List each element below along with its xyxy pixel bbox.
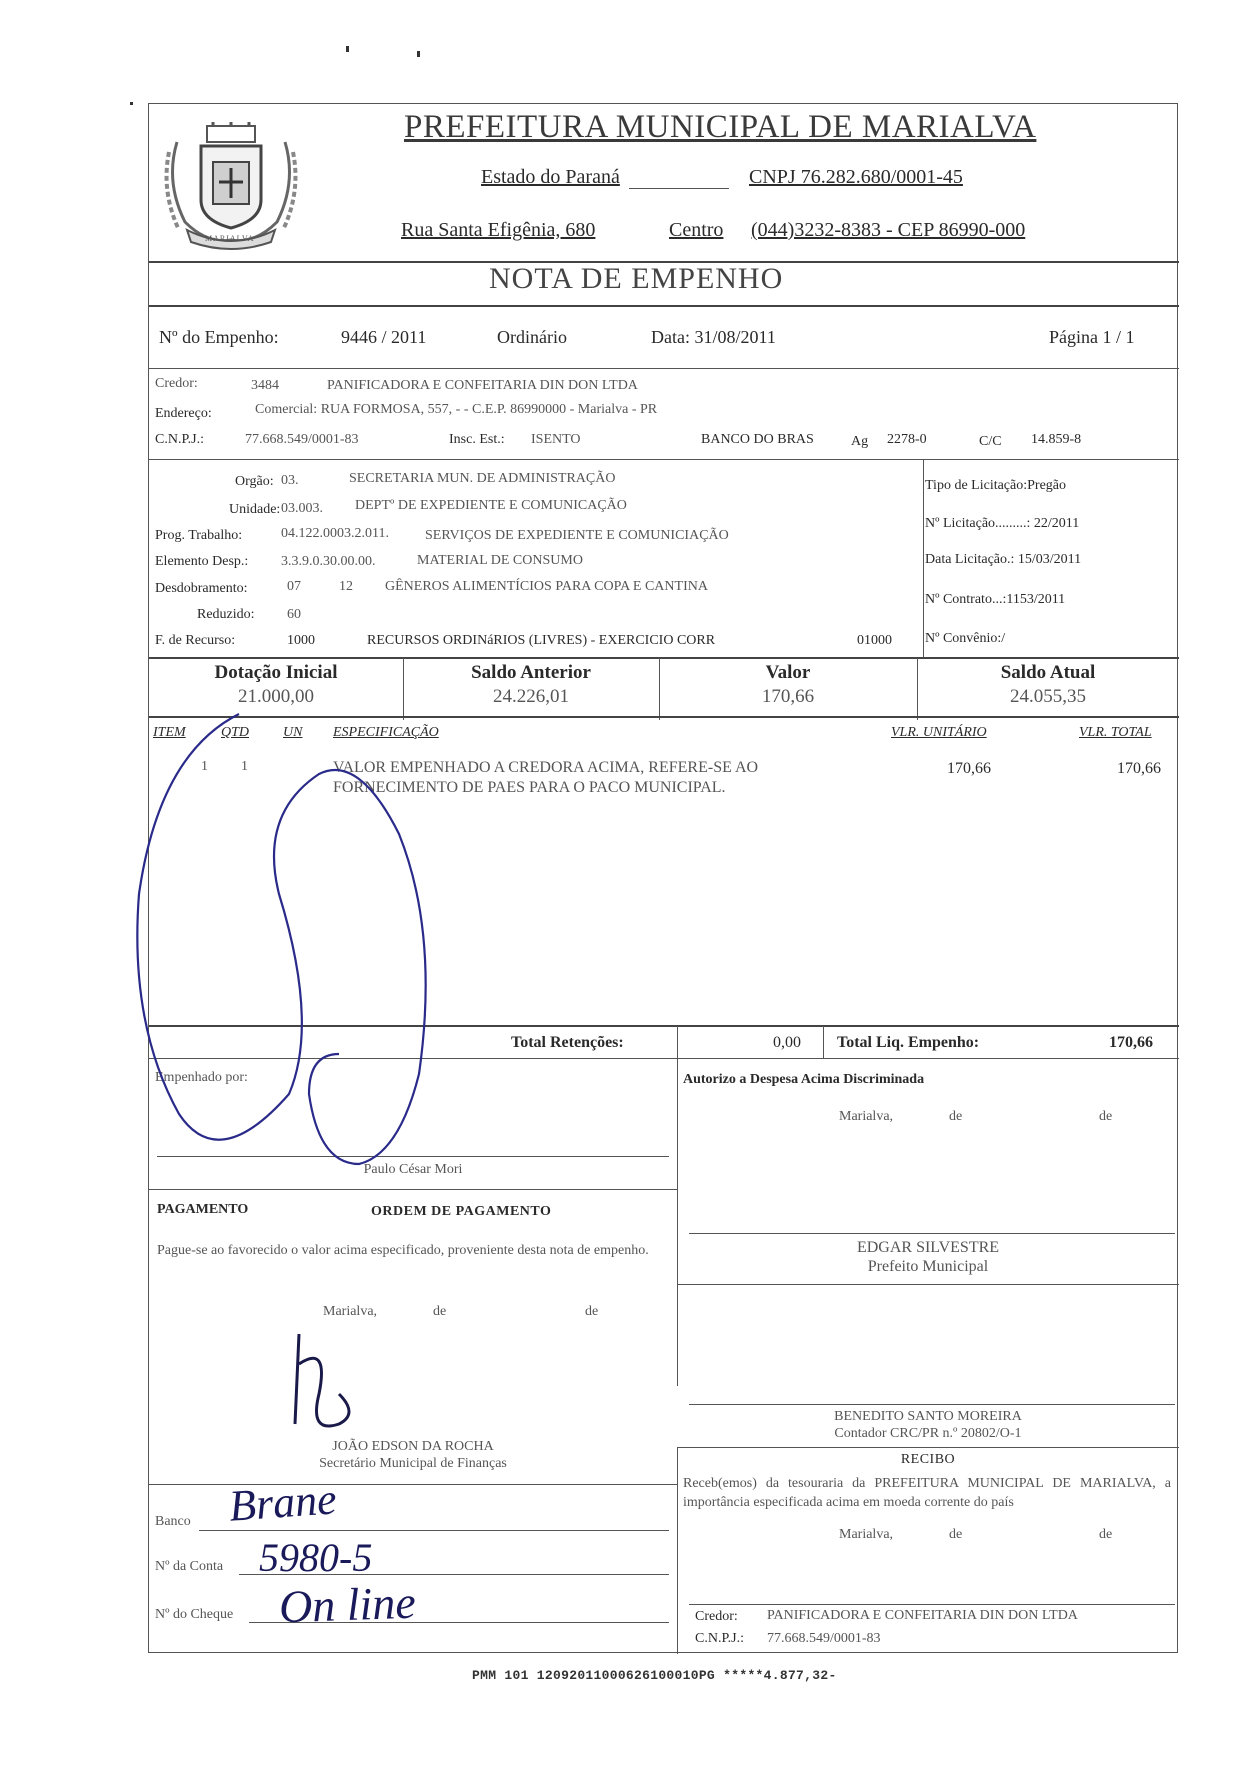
credor-name: PANIFICADORA E CONFEITARIA DIN DON LTDA	[327, 378, 638, 393]
item-spec-line2: FORNECIMENTO DE PAES PARA O PACO MUNICIPAL.	[333, 779, 726, 796]
col-espec: ESPECIFICAÇÃO	[333, 725, 439, 740]
divider	[149, 459, 1179, 460]
empenhado-label: Empenhado por:	[155, 1070, 248, 1085]
secretario-name: JOÃO EDSON DA ROCHA	[332, 1439, 494, 1454]
doc-title: NOTA DE EMPENHO	[489, 262, 784, 295]
endereco-value: Comercial: RUA FORMOSA, 557, - - C.E.P. 86990000 - Marialva - PR	[255, 402, 658, 417]
desdob-b: 12	[339, 579, 353, 594]
orgao-label: Orgão:	[235, 474, 274, 489]
desdob-a: 07	[287, 579, 301, 594]
col-vlr-total: VLR. TOTAL	[1079, 725, 1152, 740]
banco-value: BANCO DO BRAS	[701, 432, 814, 447]
divider	[677, 1026, 678, 1386]
endereco-label: Endereço:	[155, 406, 212, 421]
item-number: 1	[201, 759, 208, 774]
pagamento-text: Pague-se ao favorecido o valor acima especificado, proveniente desta nota de empenho.	[157, 1243, 649, 1258]
elemento-code: 3.3.9.0.30.00.00.	[281, 554, 376, 569]
pagamento-label: PAGAMENTO	[157, 1202, 249, 1217]
insc-value: ISENTO	[531, 432, 581, 447]
page-number: Página 1 / 1	[1049, 327, 1135, 347]
total-liq-label: Total Liq. Empenho:	[837, 1034, 980, 1051]
elemento-label: Elemento Desp.:	[155, 554, 249, 569]
recibo-cnpj-label: C.N.P.J.:	[695, 1631, 745, 1646]
state-name: Estado do Paraná	[481, 166, 620, 188]
divider	[823, 1026, 824, 1058]
elemento-name: MATERIAL DE CONSUMO	[417, 553, 583, 568]
prefeito-role: Prefeito Municipal	[867, 1258, 989, 1275]
prog-code: 04.122.0003.2.011.	[281, 526, 389, 541]
scan-mark	[346, 46, 349, 52]
empenho-label: Nº do Empenho:	[159, 327, 279, 347]
banco-handwriting: Brane	[227, 1474, 339, 1531]
banco-label: Banco	[155, 1514, 191, 1529]
recibo-label: RECIBO	[900, 1452, 956, 1467]
saldo-anterior-value: 24.226,01	[493, 686, 569, 707]
dotacao-inicial-value: 21.000,00	[238, 686, 314, 707]
conta-label: Nº da Conta	[155, 1559, 224, 1574]
prog-label: Prog. Trabalho:	[155, 528, 243, 543]
nota-empenho-form	[148, 103, 1178, 1653]
autorizo-de2: de	[1099, 1109, 1113, 1124]
coat-of-arms	[157, 122, 305, 254]
recibo-place: Marialva,	[839, 1527, 894, 1542]
footer-code: PMM 101 12092011000626100010PG *****4.877,32-	[472, 1668, 837, 1683]
cheque-handwriting: On line	[278, 1576, 417, 1633]
secretario-signature	[269, 1324, 389, 1444]
conta-handwriting: 5980-5	[259, 1535, 373, 1580]
secretario-role: Secretário Municipal de Finanças	[319, 1456, 507, 1471]
col-item: ITEM	[153, 725, 186, 740]
prefeitura-cnpj: CNPJ 76.282.680/0001-45	[749, 166, 963, 188]
pagamento-de2: de	[585, 1304, 599, 1319]
pagamento-place: Marialva,	[323, 1304, 378, 1319]
total-retencoes-label: Total Retenções:	[511, 1034, 624, 1051]
col-vlr-unitario: VLR. UNITÁRIO	[891, 725, 987, 740]
saldo-atual-value: 24.055,35	[1010, 686, 1086, 707]
state-underline-gap	[629, 188, 729, 189]
signature-stroke	[137, 714, 425, 1164]
prefeitura-district: Centro	[669, 219, 724, 241]
prefeitura-phone: (044)3232-8383 - CEP 86990-000	[751, 219, 1026, 241]
divider	[677, 1284, 1179, 1285]
saldo-anterior-label: Saldo Anterior	[471, 662, 591, 683]
scan-mark	[130, 102, 133, 105]
saldo-atual-label: Saldo Atual	[1000, 662, 1096, 683]
recurso-label: F. de Recurso:	[155, 633, 236, 648]
contador-role: Contador CRC/PR n.º 20802/O-1	[834, 1426, 1022, 1441]
signature-line	[689, 1404, 1175, 1405]
credor-label: Credor:	[155, 376, 198, 391]
empenho-signature	[119, 694, 479, 1194]
valor-label: Valor	[765, 662, 811, 683]
orgao-code: 03.	[281, 473, 299, 488]
page-title: PREFEITURA MUNICIPAL DE MARIALVA	[404, 109, 1037, 145]
item-unit-value: 170,66	[947, 760, 991, 777]
ag-value: 2278-0	[887, 432, 927, 447]
dotacao-inicial-label: Dotação Inicial	[214, 662, 338, 683]
recibo-text: Receb(emos) da tesouraria da PREFEITURA MUNICIPAL DE MARIALVA, a importância especificada acima em moeda corrente do país	[683, 1476, 1171, 1510]
recibo-credor-label: Credor:	[695, 1609, 738, 1624]
credor-code: 3484	[251, 378, 279, 393]
autorizo-de1: de	[949, 1109, 963, 1124]
reduzido-value: 60	[287, 607, 301, 622]
empenhado-name: Paulo César Mori	[363, 1162, 463, 1177]
empenho-number: 9446 / 2011	[341, 327, 427, 347]
coat-of-arms-text: MARIALVA	[205, 234, 255, 243]
desdob-label: Desdobramento:	[155, 581, 248, 596]
cc-label: C/C	[979, 434, 1002, 449]
recibo-credor-name: PANIFICADORA E CONFEITARIA DIN DON LTDA	[767, 1608, 1078, 1623]
col-qtd: QTD	[221, 725, 250, 740]
desdob-name: GÊNEROS ALIMENTÍCIOS PARA COPA E CANTINA	[385, 579, 708, 594]
recurso-code: 1000	[287, 633, 315, 648]
divider	[923, 459, 924, 659]
recibo-de1: de	[949, 1527, 963, 1542]
ordem-pagamento-label: ORDEM DE PAGAMENTO	[371, 1204, 552, 1219]
item-spec-line1: VALOR EMPENHADO A CREDORA ACIMA, REFERE-SE AO	[333, 759, 759, 776]
cnpj-value: 77.668.549/0001-83	[245, 432, 359, 447]
recurso-name: RECURSOS ORDINáRIOS (LIVRES) - EXERCICIO CORR	[367, 633, 716, 648]
cheque-label: Nº do Cheque	[155, 1607, 234, 1622]
autorizo-place: Marialva,	[839, 1109, 894, 1124]
cnpj-label: C.N.P.J.:	[155, 432, 205, 447]
orgao-name: SECRETARIA MUN. DE ADMINISTRAÇÃO	[349, 471, 616, 486]
num-licitacao: Nº Licitação.........: 22/2011	[925, 516, 1080, 531]
divider	[677, 1447, 678, 1654]
ag-label: Ag	[851, 434, 869, 449]
divider	[149, 657, 1179, 659]
unidade-code: 03.003.	[281, 501, 323, 516]
empenho-date: Data: 31/08/2011	[651, 327, 776, 347]
cc-value: 14.859-8	[1031, 432, 1082, 447]
total-liq-value: 170,66	[1109, 1034, 1153, 1051]
divider	[149, 305, 1179, 307]
insc-label: Insc. Est.:	[449, 432, 505, 447]
autorizo-label: Autorizo a Despesa Acima Discriminada	[683, 1072, 925, 1087]
divider	[677, 1447, 1179, 1448]
total-retencoes-value: 0,00	[773, 1034, 801, 1051]
recurso-num: 01000	[857, 633, 892, 648]
signature-line	[689, 1604, 1175, 1605]
num-contrato: Nº Contrato...:1153/2011	[925, 592, 1066, 607]
unidade-name: DEPTº DE EXPEDIENTE E COMUNICAÇÃO	[355, 498, 627, 513]
divider	[149, 368, 1179, 369]
reduzido-label: Reduzido:	[197, 607, 255, 622]
signature-line	[689, 1233, 1175, 1234]
signature-stroke	[295, 1334, 349, 1426]
num-convenio: Nº Convênio:/	[925, 631, 1006, 646]
scan-mark	[417, 51, 420, 57]
banco-field-line	[199, 1530, 669, 1531]
empenho-type: Ordinário	[497, 327, 567, 347]
valor-value: 170,66	[761, 686, 815, 707]
pagamento-de1: de	[433, 1304, 447, 1319]
prog-name: SERVIÇOS DE EXPEDIENTE E COMUNICIAÇÃO	[425, 528, 729, 543]
recibo-de2: de	[1099, 1527, 1113, 1542]
tipo-licitacao: Tipo de Licitação:Pregão	[925, 478, 1067, 493]
item-total-value: 170,66	[1117, 760, 1161, 777]
data-licitacao: Data Licitação.: 15/03/2011	[925, 552, 1082, 567]
item-qtd: 1	[241, 759, 248, 774]
prefeitura-address: Rua Santa Efigênia, 680	[401, 219, 596, 241]
col-un: UN	[283, 725, 303, 740]
contador-name: BENEDITO SANTO MOREIRA	[834, 1409, 1022, 1424]
prefeito-name: EDGAR SILVESTRE	[856, 1239, 1000, 1256]
unidade-label: Unidade:	[229, 502, 281, 517]
recibo-cnpj-value: 77.668.549/0001-83	[767, 1631, 881, 1646]
